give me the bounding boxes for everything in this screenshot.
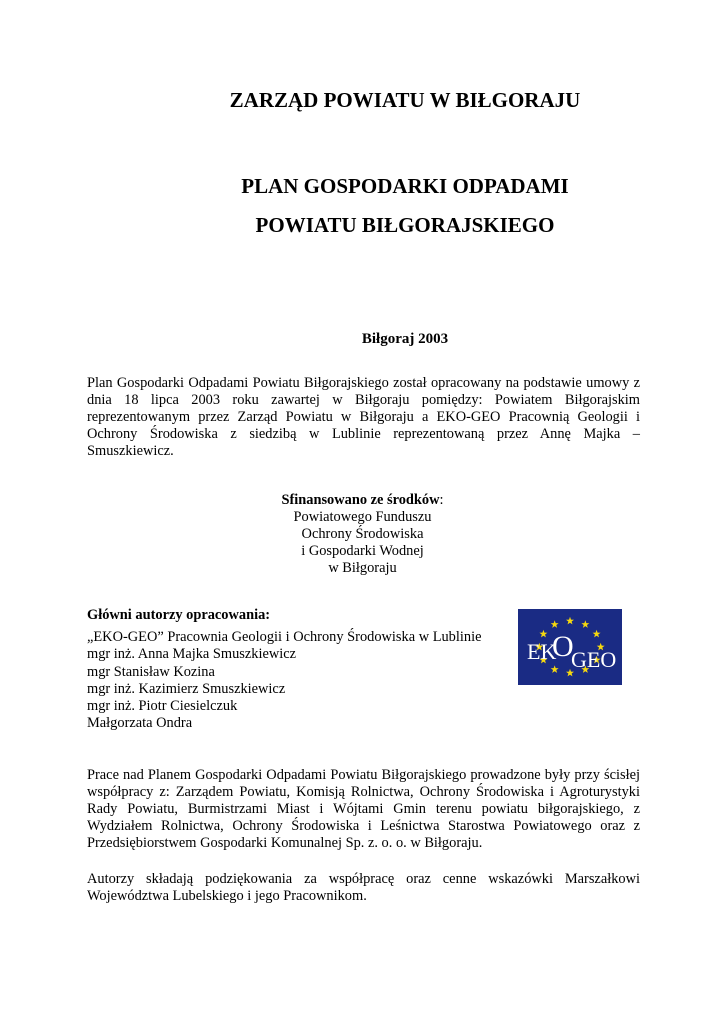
place-year: Biłgoraj 2003 xyxy=(361,331,449,347)
author-line: „EKO-GEO” Pracownia Geologii i Ochrony Środowiska w Lublinie xyxy=(87,629,482,646)
funding-label-line xyxy=(200,492,525,509)
authors-block xyxy=(87,607,527,732)
eko-geo-logo-graphic xyxy=(518,609,622,685)
authors-heading: Główni autorzy opracowania: xyxy=(87,607,271,623)
star-icon xyxy=(581,620,589,628)
funding-block xyxy=(200,492,525,577)
star-icon xyxy=(551,620,559,628)
eko-geo-logo xyxy=(518,609,622,685)
funding-line: i Gospodarki Wodnej xyxy=(301,542,424,559)
cooperation-paragraph: Prace nad Planem Gospodarki Odpadami Powiatu Biłgorajskiego prowadzone były przy ścisłej współpracy z: Zarządem Powiatu, Komisją Rolnictwa, Ochrony Środowiska i Agroturystyki Rady Powiatu, Burmistrzami Miast i Wójtami Gmin terenu powiatu biłgorajskiego, z Wydziałem Rolnictwa, Ochrony Środowiska i Leśnictwa Starostwa Powiatowego oraz z Przedsiębiorstwem Gospodarki Komunalnej Sp. z. o. o. w Biłgoraju. xyxy=(87,767,640,851)
title-line-2: POWIATU BIŁGORAJSKIEGO xyxy=(255,213,555,237)
star-icon xyxy=(539,630,547,638)
star-icon xyxy=(551,665,559,673)
funding-label: Sfinansowano ze środków xyxy=(281,492,440,508)
star-icon xyxy=(593,630,601,638)
funding-colon: : xyxy=(439,492,444,508)
star-icon xyxy=(566,617,574,625)
thanks-paragraph: Autorzy składają podziękowania za współpracę oraz cenne wskazówki Marszałkowi Województwa Lubelskiego i jego Pracownikom. xyxy=(87,871,640,904)
funding-line: Powiatowego Funduszu xyxy=(293,508,432,525)
funding-line: w Biłgoraju xyxy=(328,559,397,576)
authority-heading: ZARZĄD POWIATU W BIŁGORAJU xyxy=(229,88,581,112)
funding-line: Ochrony Środowiska xyxy=(301,525,424,542)
logo-text-geo: GEO xyxy=(571,647,617,672)
author-line: mgr inż. Anna Majka Smuszkiewicz xyxy=(87,646,297,663)
title-line-1: PLAN GOSPODARKI ODPADAMI xyxy=(241,174,569,198)
author-line: Małgorzata Ondra xyxy=(87,715,193,732)
logo-text-o: O xyxy=(552,630,574,663)
logo-text-ek: EK xyxy=(527,639,557,664)
author-line: mgr Stanisław Kozina xyxy=(87,663,215,680)
intro-paragraph: Plan Gospodarki Odpadami Powiatu Biłgorajskiego został opracowany na podstawie umowy z dnia 18 lipca 2003 roku zawartej w Biłgoraju pomiędzy: Powiatem Biłgorajskim reprezentowanym przez Zarząd Powiatu w Biłgoraju a EKO-GEO Pracownią Geologii i Ochrony Środowiska z siedzibą w Lublinie reprezentowaną przez Annę Majka – Smuszkiewicz. xyxy=(87,375,640,459)
author-line: mgr inż. Piotr Ciesielczuk xyxy=(87,698,238,715)
author-line: mgr inż. Kazimierz Smuszkiewicz xyxy=(87,680,286,697)
